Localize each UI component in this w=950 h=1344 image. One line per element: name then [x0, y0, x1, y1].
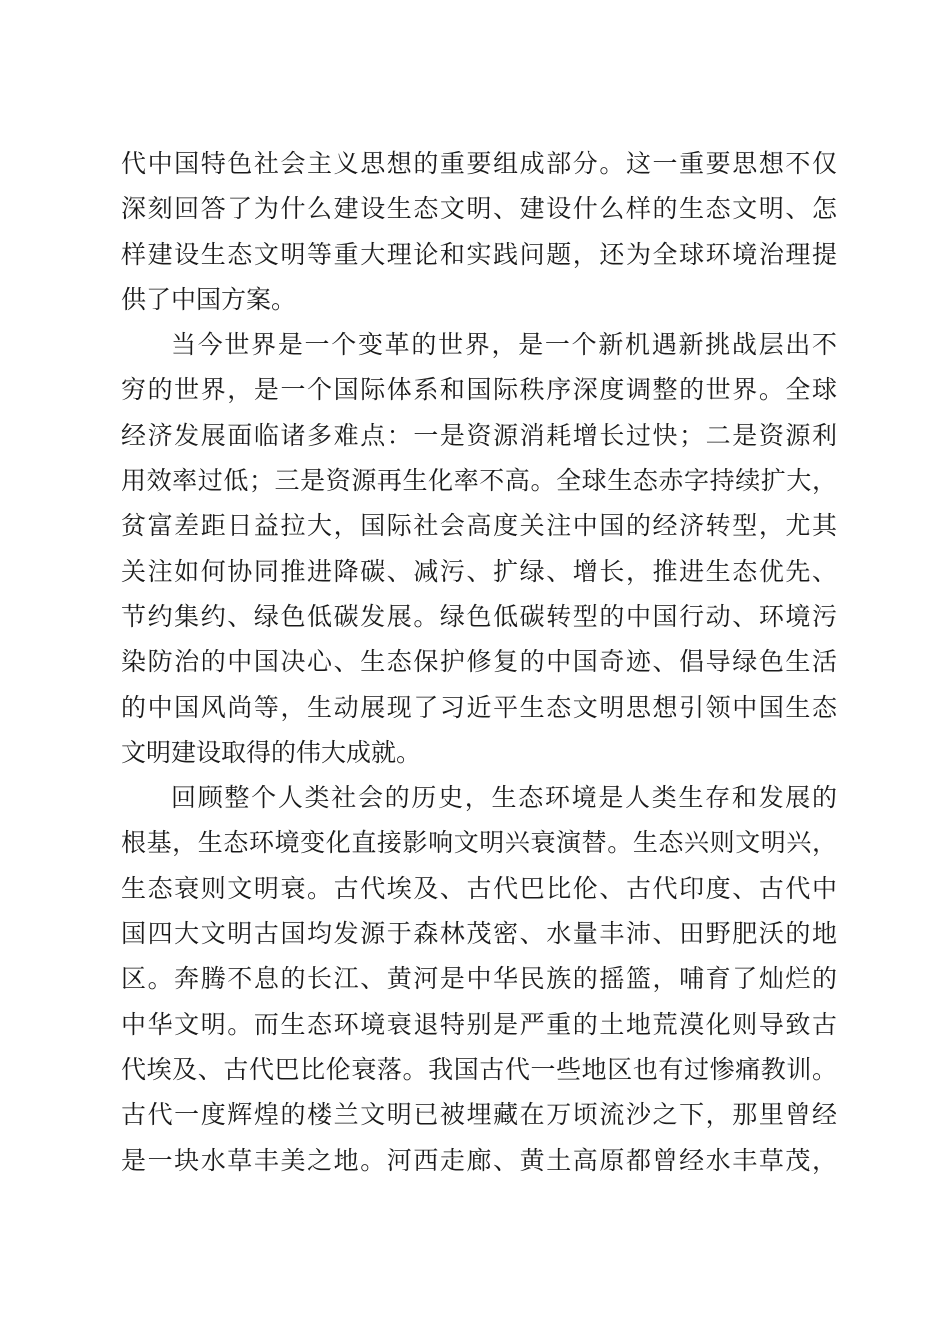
text-line: 用效率过低；三是资源再生化率不高。全球生态赤字持续扩大，	[121, 466, 837, 496]
text-line: 中华文明。而生态环境衰退特别是严重的土地荒漠化则导致古	[121, 1009, 837, 1039]
text-line: 根基，生态环境变化直接影响文明兴衰演替。生态兴则文明兴，	[121, 828, 837, 858]
text-line: 深刻回答了为什么建设生态文明、建设什么样的生态文明、怎	[121, 194, 837, 224]
text-line: 文明建设取得的伟大成就。	[121, 737, 422, 767]
body-text	[121, 141, 837, 1183]
text-line: 代中国特色社会主义思想的重要组成部分。这一重要思想不仅	[121, 149, 837, 178]
text-line: 生态衰则文明衰。古代埃及、古代巴比伦、古代印度、古代中	[121, 873, 837, 903]
text-line: 样建设生态文明等重大理论和实践问题，还为全球环境治理提	[121, 239, 837, 269]
text-line: 穷的世界，是一个国际体系和国际秩序深度调整的世界。全球	[121, 375, 837, 405]
text-line: 国四大文明古国均发源于森林茂密、水量丰沛、田野肥沃的地	[121, 919, 837, 949]
text-line: 代埃及、古代巴比伦衰落。我国古代一些地区也有过惨痛教训。	[121, 1054, 837, 1084]
text-line: 关注如何协同推进降碳、减污、扩绿、增长，推进生态优先、	[121, 556, 837, 586]
text-line: 节约集约、绿色低碳发展。绿色低碳转型的中国行动、环境污	[121, 601, 837, 631]
text-line: 是一块水草丰美之地。河西走廊、黄土高原都曾经水丰草茂，	[121, 1145, 837, 1175]
text-line: 贫富差距日益拉大，国际社会高度关注中国的经济转型，尤其	[121, 511, 837, 541]
text-line: 经济发展面临诸多难点：一是资源消耗增长过快；二是资源利	[121, 420, 837, 450]
text-line: 当今世界是一个变革的世界，是一个新机遇新挑战层出不	[171, 330, 837, 360]
text-line: 回顾整个人类社会的历史，生态环境是人类生存和发展的	[171, 783, 837, 813]
text-line: 供了中国方案。	[121, 284, 297, 314]
text-line: 的中国风尚等，生动展现了习近平生态文明思想引领中国生态	[121, 692, 837, 722]
text-line: 染防治的中国决心、生态保护修复的中国奇迹、倡导绿色生活	[121, 647, 837, 677]
text-line: 区。奔腾不息的长江、黄河是中华民族的摇篮，哺育了灿烂的	[121, 964, 837, 994]
text-line: 古代一度辉煌的楼兰文明已被埋藏在万顷流沙之下，那里曾经	[121, 1100, 837, 1130]
